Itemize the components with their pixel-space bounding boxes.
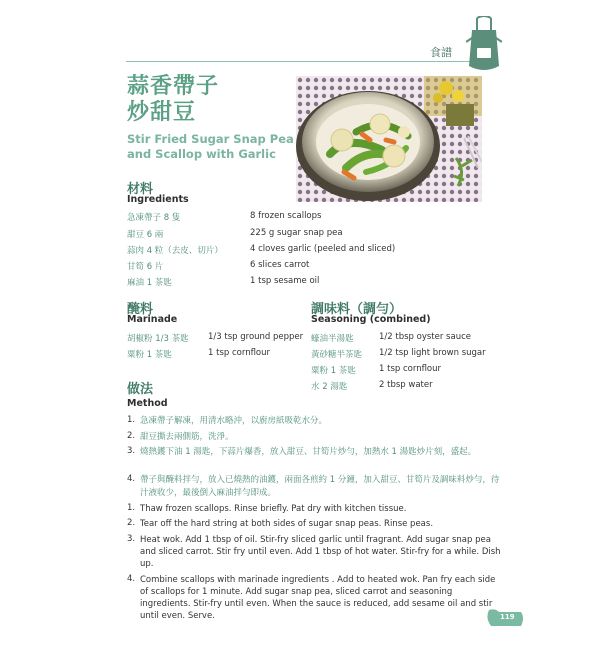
ingredients-heading-en: Ingredients: [127, 194, 189, 205]
ingredient-zh: 蒜肉 4 粒（去皮、切片）: [127, 246, 223, 256]
marinade-heading-en: Marinade: [127, 314, 178, 325]
seasoning-item-en: 1/2 tbsp oyster sauce: [379, 332, 471, 342]
ingredient-en: 6 slices carrot: [250, 260, 310, 270]
method-step-en: Combine scallops with marinade ingredients . Add to heated wok. Pan fry each side of scallops for 1 minute. Add sugar snap pea, sliced carrot and seasoning ingredients. Stir-fry until even. When the sauce is reduced, add sesame oil and stir until even. Serve.: [140, 575, 496, 621]
method-heading-en: Method: [127, 398, 168, 409]
method-heading-zh: 做法: [127, 382, 154, 397]
marinade-item-en: 1 tsp cornflour: [208, 348, 271, 358]
seasoning-item-en: 1 tsp cornflour: [379, 364, 442, 374]
seasoning-item-zh: 蠔油半湯匙: [311, 334, 354, 344]
marinade-heading-zh: 醃料: [127, 302, 154, 317]
ingredient-zh: 甘筍 6 片: [127, 262, 164, 272]
method-step-zh: 急凍帶子解凍，用清水略沖，以廚房紙吸乾水分。: [140, 416, 328, 426]
step-number: 1.: [127, 503, 136, 513]
recipe-title-zh: 蒜香帶子 炒甜豆: [127, 74, 220, 125]
ingredient-zh: 急凍帶子 8 隻: [127, 213, 181, 223]
page-number: 119: [500, 613, 515, 621]
dish-photo: [296, 76, 482, 202]
step-number: 2.: [127, 431, 136, 441]
ingredient-zh: 麻油 1 茶匙: [127, 278, 172, 288]
recipe-title-en: Stir Fried Sugar Snap Pea and Scallop with Garlic: [127, 132, 294, 161]
step-number: 1.: [127, 415, 136, 425]
step-number: 2.: [127, 518, 136, 528]
marinade-item-en: 1/3 tsp ground pepper: [208, 332, 304, 342]
ingredient-en: 8 frozen scallops: [250, 211, 322, 221]
step-number: 4.: [127, 574, 136, 584]
seasoning-item-zh: 粟粉 1 茶匙: [311, 366, 356, 376]
ingredient-en: 4 cloves garlic (peeled and sliced): [250, 244, 396, 254]
method-step-en: Tear off the hard string at both sides of sugar snap peas. Rinse peas.: [140, 519, 434, 529]
marinade-item-zh: 胡椒粉 1/3 茶匙: [127, 334, 189, 344]
seasoning-heading-en: Seasoning (combined): [311, 314, 431, 325]
marinade-item-zh: 粟粉 1 茶匙: [127, 350, 172, 360]
method-step-zh: 燒熱鑊下油 1 湯匙，下蒜片爆香，放入甜豆、甘筍片炒勻，加熱水 1 湯匙炒片刻，盛起。: [140, 447, 477, 457]
ingredient-en: 1 tsp sesame oil: [250, 276, 320, 286]
section-label: 食譜: [430, 46, 452, 59]
method-step-zh: 甜豆撕去兩側筋，洗淨。: [140, 432, 234, 442]
method-step-zh: 帶子與醃料拌勻，放入已燒熱的油鑊，兩面各煎約 1 分鐘，加入甜豆、甘筍片及調味料炒勻，待汁液收少，最後倒入麻油拌勻即成。: [140, 475, 500, 498]
ingredients-heading-zh: 材料: [127, 182, 154, 197]
ingredient-zh: 甜豆 6 兩: [127, 230, 164, 240]
seasoning-item-en: 1/2 tsp light brown sugar: [379, 348, 486, 358]
header-divider: [126, 61, 494, 62]
apron-icon: [466, 16, 502, 74]
seasoning-item-zh: 水 2 湯匙: [311, 382, 348, 392]
step-number: 4.: [127, 474, 136, 484]
step-number: 3.: [127, 446, 136, 456]
seasoning-item-zh: 黃砂糖半茶匙: [311, 350, 363, 360]
ingredient-en: 225 g sugar snap pea: [250, 228, 343, 238]
method-step-en: Thaw frozen scallops. Rinse briefly. Pat dry with kitchen tissue.: [140, 504, 407, 514]
step-number: 3.: [127, 534, 136, 544]
method-step-en: Heat wok. Add 1 tbsp of oil. Stir-fry sliced garlic until fragrant. Add sugar snap pea and sliced carrot. Stir fry until even. Add 1 tbsp of hot water. Stir-fry for a while. Dish up.: [140, 535, 501, 569]
seasoning-item-en: 2 tbsp water: [379, 380, 433, 390]
seasoning-heading-zh: 調味料（調勻）: [311, 302, 403, 317]
